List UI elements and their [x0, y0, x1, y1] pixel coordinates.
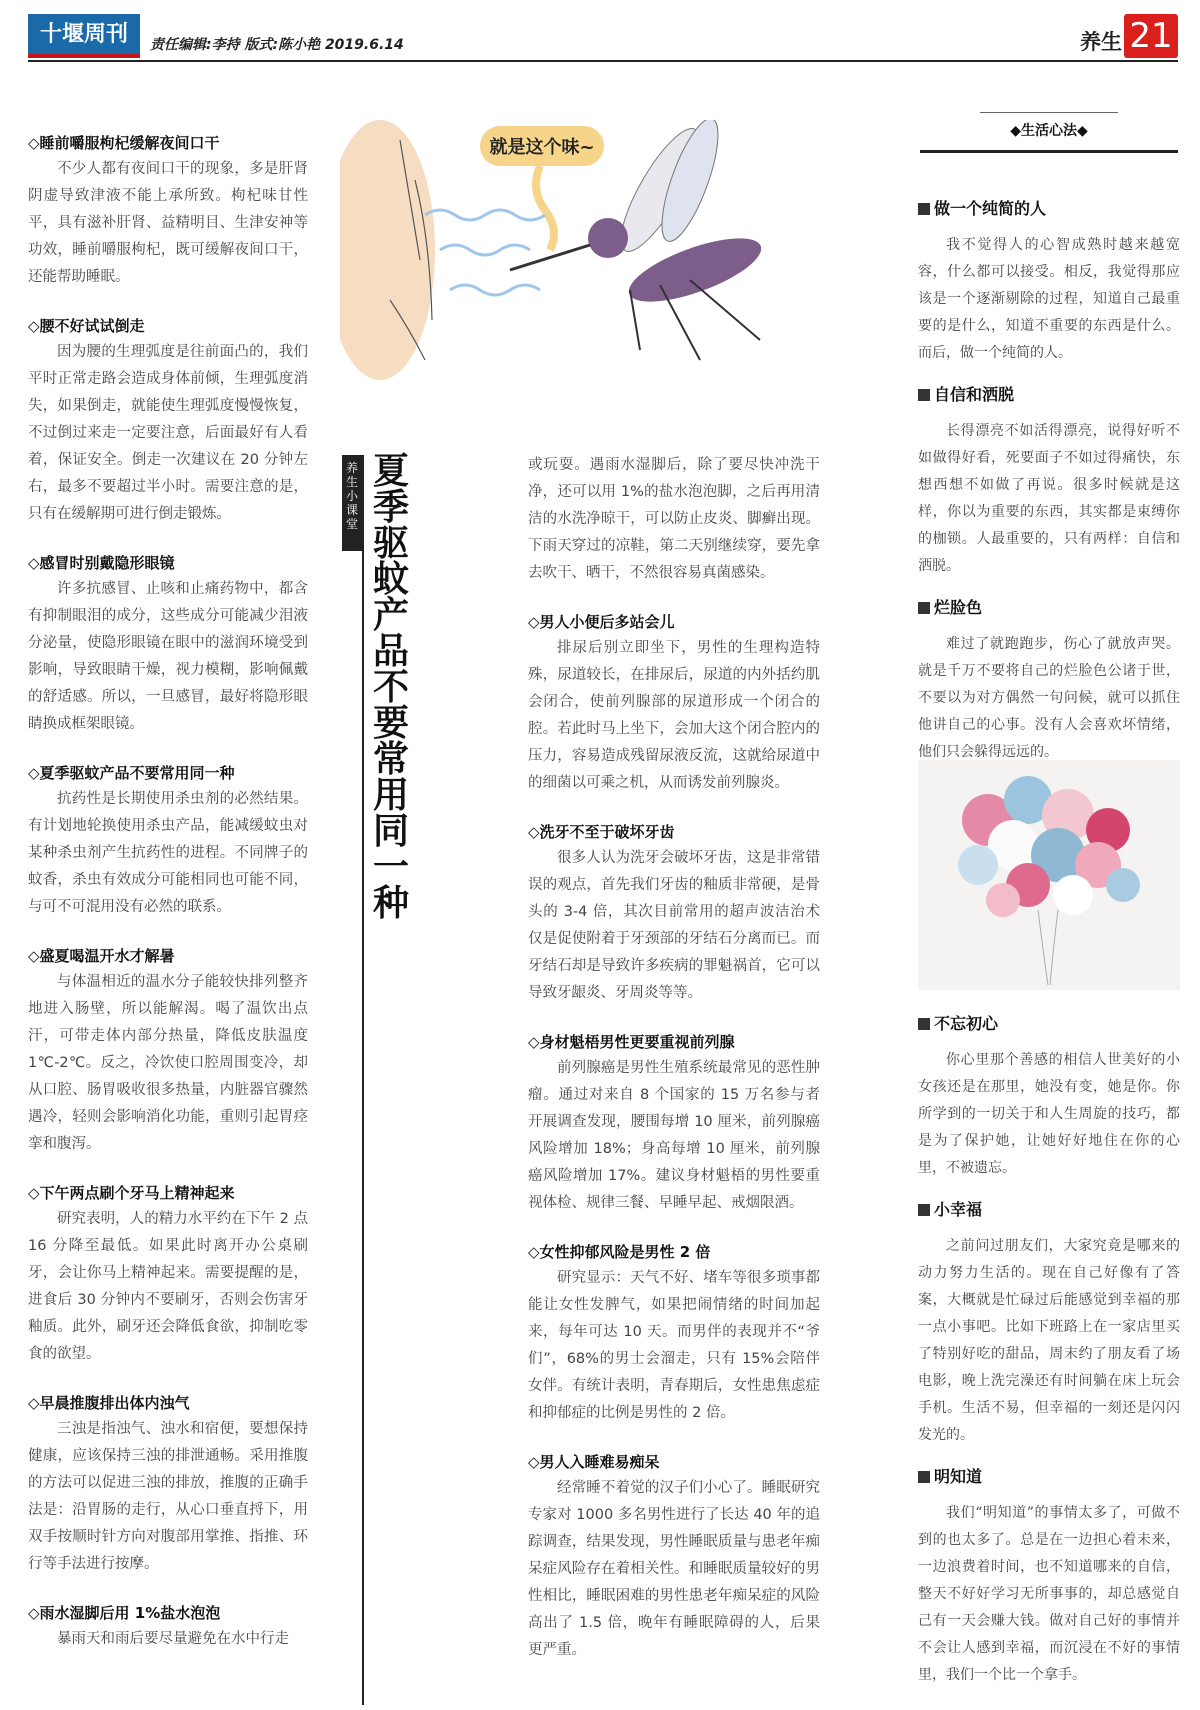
- article-body: 研究显示：天气不好、堵车等很多琐事都能让女性发脾气，如果把闹情绪的时间加起来，每年可达 10 天。而男伴的表现并不“爷们”，68%的男士会溜走，只有 15%会陪伴女伴。有统计表明，青春期后，女性患焦虑症和抑郁症的比例是男性的 2 倍。: [528, 1270, 820, 1421]
- sidebar-item: [918, 195, 1180, 367]
- article-body: 研究表明，人的精力水平约在下午 2 点 16 分降至最低。如果此时离开办公桌刷牙，会让你马上精神起来。需要提醒的是，进食后 30 分钟内不要刷牙，否则会伤害牙釉质。此外，刷牙还会降低食欲，抑制吃零食的欲望。: [28, 1211, 308, 1362]
- article-title: ◇男人入睡难易痴呆: [528, 1453, 660, 1471]
- masthead-logo: 十堰周刊: [28, 14, 140, 58]
- article-title: ◇男人小便后多站会儿: [528, 613, 675, 631]
- sidebar-item-body: 长得漂亮不如活得漂亮，说得好听不如做得好看，死要面子不如过得痛快，东想西想不如做了再说。很多时候就是这样，你以为重要的东西，其实都是束缚你的枷锁。人最重要的，只有两样：自信和洒脱。: [918, 423, 1180, 574]
- article-body: 与体温相近的温水分子能较快排列整齐地进入肠壁，所以能解渴。喝了温饮出点汗，可带走体内部分热量，降低皮肤温度1℃-2℃。反之，冷饮使口腔周围变冷，却从口腔、肠胃吸收很多热量，内脏器官骤然遇冷，轻则会影响消化功能，重则引起胃痉挛和腹泻。: [28, 974, 308, 1152]
- article-body: 前列腺癌是男性生殖系统最常见的恶性肿瘤。通过对来自 8 个国家的 15 万名参与者开展调查发现，腰围每增 10 厘米，前列腺癌风险增加 18%；身高每增 10 厘米，前列腺癌风险增加 17%。建议身材魁梧的男性要重视体检、规律三餐、早睡早起、戒烟限酒。: [528, 1060, 820, 1211]
- balloons-photo: [918, 760, 1180, 990]
- article-title: ◇夏季驱蚊产品不要常用同一种: [28, 764, 235, 782]
- article-item: [528, 1449, 820, 1664]
- article-body: 三浊是指浊气、浊水和宿便，要想保持健康，应该保持三浊的排泄通畅。采用推腹的方法可以促进三浊的排放，推腹的正确手法是：沿胃肠的走行，从心口垂直捋下，用双手按顺时针方向对腹部用掌推、指推、环行等手法进行按摩。: [28, 1421, 308, 1572]
- sidebar-item: [918, 381, 1180, 580]
- sidebar-item: [918, 1463, 1180, 1689]
- article-item: [28, 1180, 308, 1368]
- sidebar-item-title: 不忘初心: [934, 1014, 999, 1033]
- article-title: ◇早晨推腹排出体内浊气: [28, 1394, 190, 1412]
- square-icon: [918, 1204, 930, 1216]
- sidebar-item: [918, 1010, 1180, 1182]
- mosquito-illustration: [340, 120, 810, 380]
- sidebar-item-body: 我们“明知道”的事情太多了，可做不到的也太多了。总是在一边担心着未来，一边浪费着时间，也不知道哪来的自信，整天不好好学习无所事事的，却总感觉自己有一天会赚大钱。做对自己好的事情并不会让人感到幸福，而沉浸在不好的事情里，我们一个比一个拿手。: [918, 1505, 1180, 1683]
- speech-text: 就是这个味~: [489, 137, 595, 158]
- sidebar-item-title: 明知道: [934, 1467, 983, 1486]
- header-rule: [28, 60, 1178, 62]
- article-item: [28, 943, 308, 1158]
- square-icon: [918, 602, 930, 614]
- article-item: [528, 1029, 820, 1217]
- square-icon: [918, 389, 930, 401]
- sidebar-item-body: 难过了就跑跑步，伤心了就放声哭。就是千万不要将自己的烂脸色公诸于世，不要以为对方偶然一句问候，就可以抓住他讲自己的心事。没有人会喜欢坏情绪，他们只会躲得远远的。: [918, 636, 1180, 760]
- column-left: [28, 130, 308, 1663]
- article-title: ◇下午两点刷个牙马上精神起来: [28, 1184, 235, 1202]
- article-body: 经常睡不着觉的汉子们小心了。睡眠研究专家对 1000 多名男性进行了长达 40 年的追踪调查，结果发现，男性睡眠质量与患老年痴呆症风险存在着相关性。和睡眠质量较好的男性相比，睡眠困难的男性患老年痴呆症的风险高出了 1.5 倍，晚年有睡眠障碍的人，后果更严重。: [528, 1480, 820, 1658]
- editor-credits: 责任编辑:李持 版式:陈小艳 2019.6.14: [150, 37, 404, 53]
- article-body: 或玩耍。遇雨水湿脚后，除了要尽快冲洗干净，还可以用 1%的盐水泡泡脚，之后再用清洁的水洗净晾干，可以防止皮炎、脚癣出现。下雨天穿过的凉鞋，第二天别继续穿，要先拿去吹干、晒干，不然很容易真菌感染。: [528, 457, 820, 581]
- article-body: 暴雨天和雨后要尽量避免在水中行走: [57, 1631, 289, 1647]
- article-title: ◇腰不好试试倒走: [28, 317, 145, 335]
- article-item: [528, 609, 820, 797]
- sidebar-item-body: 我不觉得人的心智成熟时越来越宽容，什么都可以接受。相反，我觉得那应该是一个逐渐剔除的过程，知道自己最重要的是什么，知道不重要的东西是什么。而后，做一个纯简的人。: [918, 237, 1180, 361]
- article-title: ◇洗牙不至于破坏牙齿: [528, 823, 675, 841]
- square-icon: [918, 1018, 930, 1030]
- article-item: [28, 313, 308, 528]
- sidebar-heading: ◆生活心法◆: [920, 120, 1178, 153]
- article-body: 很多人认为洗牙会破坏牙齿，这是非常错误的观点，首先我们牙齿的釉质非常硬，是骨头的 3-4 倍，其次目前常用的超声波洁治术仅是促使附着于牙颈部的牙结石分离而已。而牙结石却是导致许多疾病的罪魁祸首，它可以导致牙龈炎、牙周炎等等。: [528, 850, 820, 1001]
- article-body: 不少人都有夜间口干的现象，多是肝肾阴虚导致津液不能上承所致。枸杞味甘性平，具有滋补肝肾、益精明目、生津安神等功效，睡前嚼服枸杞，既可缓解夜间口干，还能帮助睡眠。: [28, 161, 308, 285]
- sidebar-item: [918, 1196, 1180, 1449]
- square-icon: [918, 203, 930, 215]
- article-title: ◇女性抑郁风险是男性 2 倍: [528, 1243, 711, 1261]
- article-item: [28, 130, 308, 291]
- sidebar-bottom: [918, 1010, 1180, 1703]
- article-item: [528, 819, 820, 1007]
- section-name: 养生: [1080, 30, 1122, 54]
- article-item: [28, 1600, 308, 1653]
- skin-shape: [340, 120, 435, 380]
- sidebar-item-title: 烂脸色: [934, 598, 983, 617]
- article-title: ◇感冒时别戴隐形眼镜: [28, 554, 175, 572]
- feature-title: 夏季驱蚊产品不要常用同一种: [372, 451, 409, 924]
- sidebar-item-body: 你心里那个善感的相信人世美好的小女孩还是在那里，她没有变，她是你。你所学到的一切关于和人生周旋的技巧，都是为了保护她，让她好好地住在你的心里，不被遗忘。: [918, 1052, 1180, 1176]
- square-icon: [918, 1471, 930, 1483]
- article-title: ◇睡前嚼服枸杞缓解夜间口干: [28, 134, 220, 152]
- sidebar-item: [918, 594, 1180, 766]
- sidebar-item-title: 做一个纯简的人: [934, 199, 1047, 218]
- article-title: ◇身材魁梧男性更要重视前列腺: [528, 1033, 735, 1051]
- article-body: 抗药性是长期使用杀虫剂的必然结果。有计划地轮换使用杀虫产品，能减缓蚊虫对某种杀虫剂产生抗药性的进程。不同牌子的蚊香，杀虫有效成分可能相同也可能不同，与可不可混用没有必然的联系。: [28, 791, 308, 915]
- sidebar-item-title: 自信和洒脱: [934, 385, 1015, 404]
- article-item: [528, 1239, 820, 1427]
- article-item: [28, 550, 308, 738]
- column-middle: [528, 452, 820, 1674]
- article-body: 排尿后别立即坐下，男性的生理构造特殊，尿道较长，在排尿后，尿道的内外括约肌会闭合，使前列腺部的尿道形成一个闭合的腔。若此时马上坐下，会加大这个闭合腔内的压力，容易造成残留尿液反流，这就给尿道中的细菌以可乘之机，从而诱发前列腺炎。: [528, 640, 820, 791]
- article-item: [28, 760, 308, 921]
- article-body: 许多抗感冒、止咳和止痛药物中，都含有抑制眼泪的成分，这些成分可能减少泪液分泌量，使隐形眼镜在眼中的滋润环境受到影响，导致眼睛干燥，视力模糊，影响佩戴的舒适感。所以，一旦感冒，最好将隐形眼睛换成框架眼镜。: [28, 581, 308, 732]
- sidebar-item-body: 之前问过朋友们，大家究竟是哪来的动力努力生活的。现在自己好像有了答案，大概就是忙碌过后能感觉到幸福的那一点小事吧。比如下班路上在一家店里买了特别好吃的甜品，周末约了朋友看了场电影，晚上洗完澡还有时间躺在床上玩会手机。生活不易，但幸福的一刻还是闪闪发光的。: [918, 1238, 1180, 1443]
- article-item: [28, 1390, 308, 1578]
- page-number: 21: [1124, 14, 1178, 58]
- article-title: ◇盛夏喝温开水才解暑: [28, 947, 175, 965]
- article-title: ◇雨水湿脚后用 1%盐水泡泡: [28, 1604, 221, 1622]
- sidebar-item-title: 小幸福: [934, 1200, 983, 1219]
- article-body: 因为腰的生理弧度是往前面凸的，我们平时正常走路会造成身体前倾，生理弧度消失，如果倒走，就能使生理弧度慢慢恢复，不过倒过来走一定要注意，后面最好有人看着，保证安全。倒走一次建议在 20 分钟左右，最多不要超过半小时。需要注意的是，只有在缓解期可进行倒走锻炼。: [28, 344, 308, 522]
- column-tag: 养生小课堂: [342, 455, 362, 551]
- sidebar-top: [918, 195, 1180, 780]
